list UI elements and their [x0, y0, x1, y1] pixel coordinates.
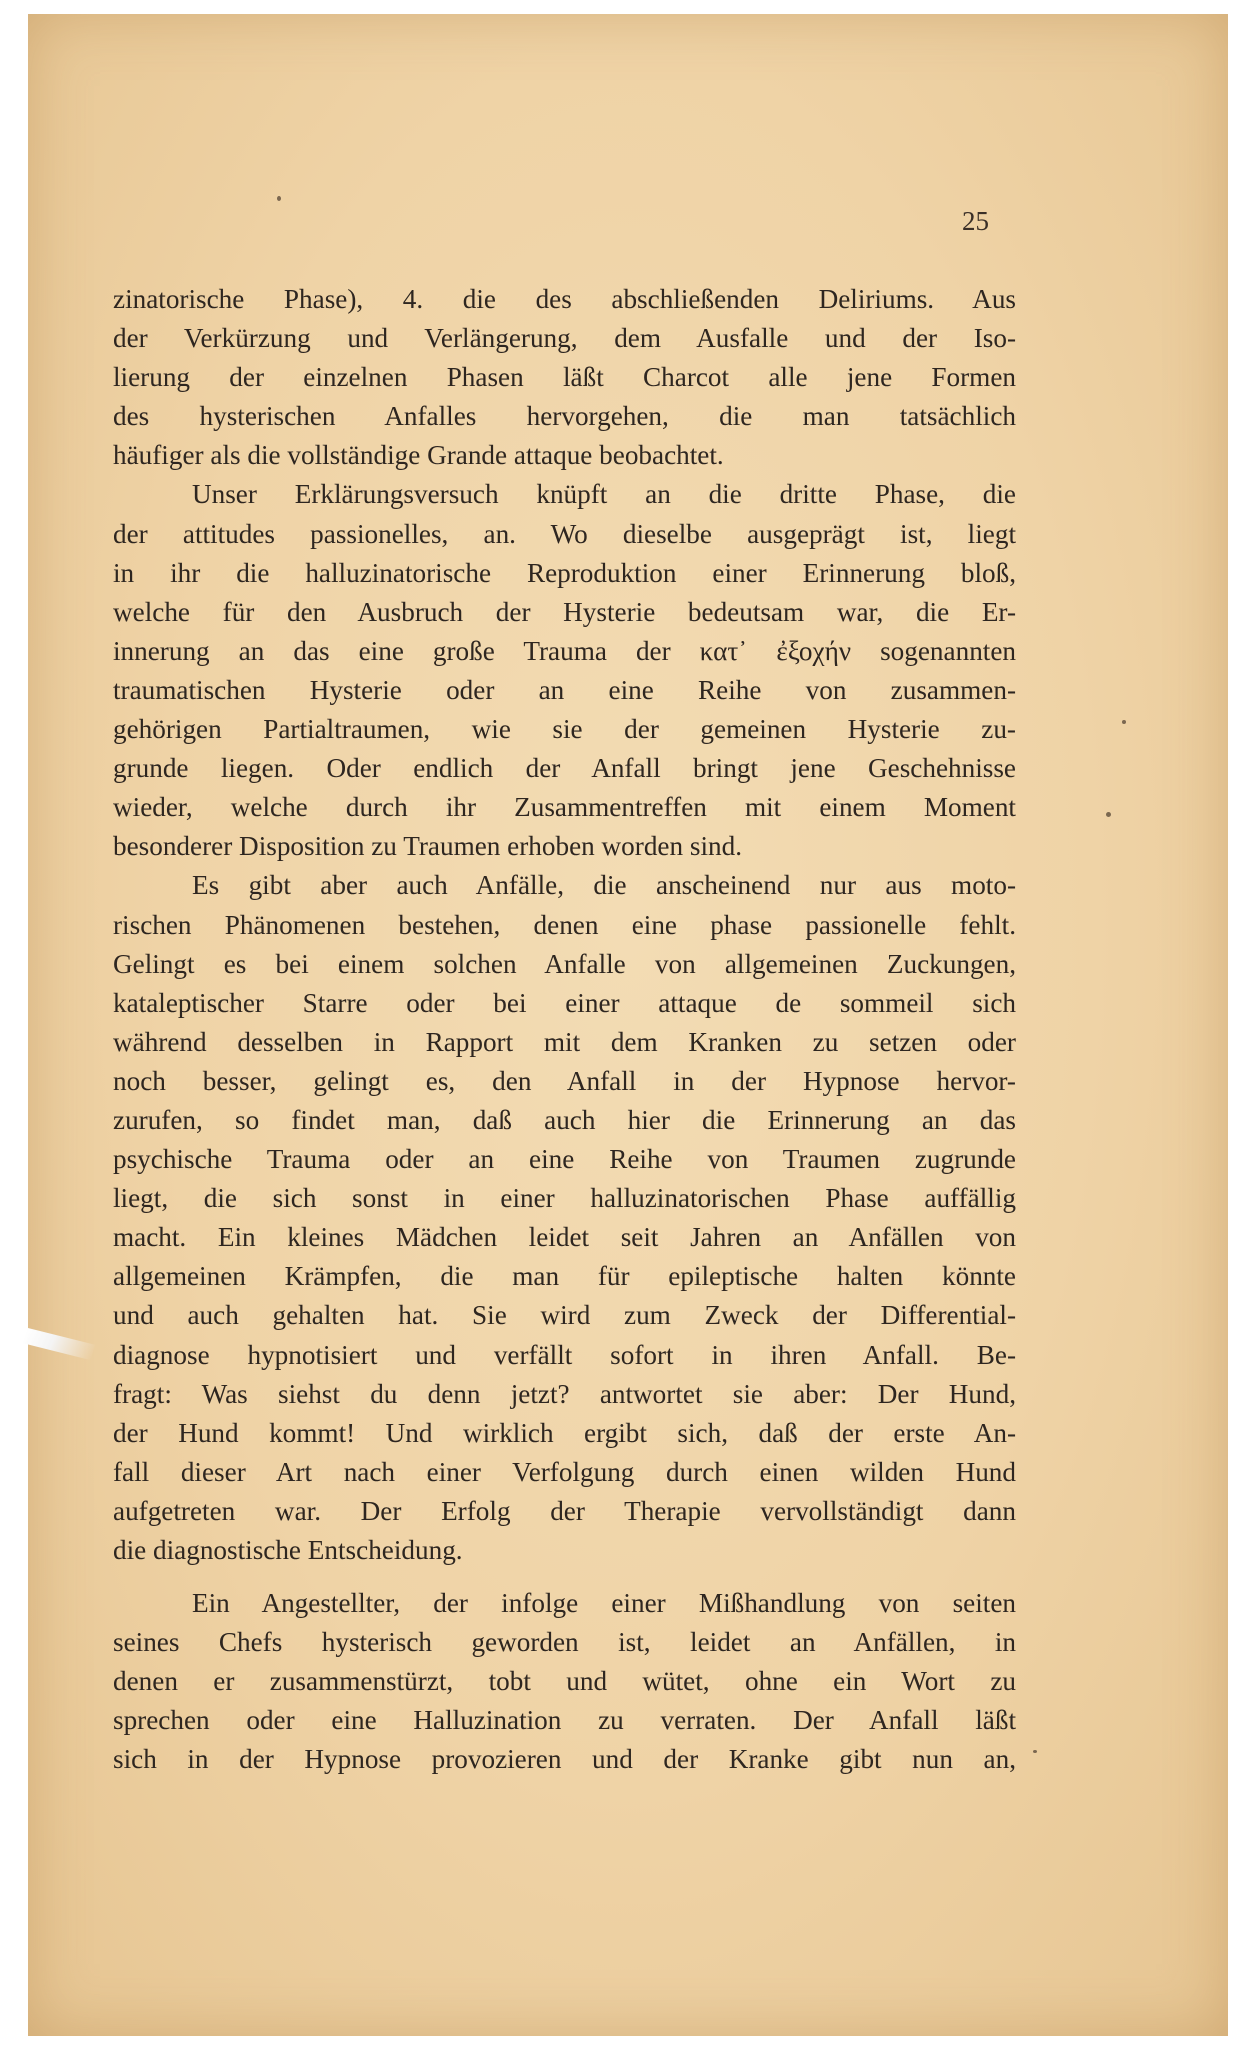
text-line: rischen Phänomenen bestehen, denen eine phase passionelle fehlt. — [113, 909, 1016, 940]
text-line: während desselben in Rapport mit dem Kranken zu setzen oder — [113, 1026, 1016, 1057]
text-line: Es gibt aber auch Anfälle, die anscheinend nur aus moto- — [192, 870, 1016, 901]
text-line: traumatischen Hysterie oder an eine Reihe von zusammen- — [113, 674, 1016, 705]
page-number: 25 — [962, 206, 989, 236]
text-line: innerung an das eine große Trauma der κατ᾽ ἐξοχήν sogenannten — [113, 635, 1016, 666]
text-line: und auch gehalten hat. Sie wird zum Zweck der Differential- — [113, 1300, 1016, 1331]
text-line: sich in der Hypnose provozieren und der Kranke gibt nun an, — [113, 1744, 1016, 1775]
ink-speck — [1033, 1750, 1037, 1753]
text-line: aufgetreten war. Der Erfolg der Therapie vervollständigt dann — [113, 1495, 1016, 1526]
text-line: der Verkürzung und Verlängerung, dem Ausfalle und der Iso- — [113, 323, 1016, 354]
text-line: gehörigen Partialtraumen, wie sie der gemeinen Hysterie zu- — [113, 714, 1016, 745]
text-line: Ein Angestellter, der infolge einer Mißhandlung von seiten — [192, 1588, 1016, 1619]
text-line: liegt, die sich sonst in einer halluzinatorischen Phase auffällig — [113, 1183, 1016, 1214]
text-line: wieder, welche durch ihr Zusammentreffen mit einem Moment — [113, 792, 1016, 823]
text-line: fragt: Was siehst du denn jetzt? antwortet sie aber: Der Hund, — [113, 1378, 1016, 1409]
text-line: der Hund kommt! Und wirklich ergibt sich, daß der erste An- — [113, 1417, 1016, 1448]
text-line: Gelingt es bei einem solchen Anfalle von allgemeinen Zuckungen, — [113, 948, 1016, 979]
text-line: denen er zusammenstürzt, tobt und wütet, ohne ein Wort zu — [113, 1666, 1016, 1697]
text-line: besonderer Disposition zu Traumen erhoben worden sind. — [113, 831, 742, 862]
body-text — [113, 280, 1016, 1780]
text-line: die diagnostische Entscheidung. — [113, 1535, 463, 1565]
text-line: zurufen, so findet man, daß auch hier die Erinnerung an das — [113, 1104, 1016, 1135]
text-line: welche für den Ausbruch der Hysterie bedeutsam war, die Er- — [113, 596, 1016, 627]
text-line: lierung der einzelnen Phasen läßt Charcot alle jene Formen — [113, 362, 1016, 393]
text-line: Unser Erklärungsversuch knüpft an die dritte Phase, die — [192, 479, 1016, 510]
text-line: seines Chefs hysterisch geworden ist, leidet an Anfällen, in — [113, 1627, 1016, 1658]
text-line: allgemeinen Krämpfen, die man für epileptische halten könnte — [113, 1261, 1016, 1292]
ink-speck — [1122, 720, 1126, 724]
text-line: des hysterischen Anfalles hervorgehen, die man tatsächlich — [113, 401, 1016, 432]
text-line: noch besser, gelingt es, den Anfall in der Hypnose hervor- — [113, 1065, 1016, 1096]
ink-speck — [1106, 812, 1111, 817]
text-line: macht. Ein kleines Mädchen leidet seit Jahren an Anfällen von — [113, 1222, 1016, 1253]
text-line: in ihr die halluzinatorische Reproduktion einer Erinnerung bloß, — [113, 557, 1016, 588]
text-line: diagnose hypnotisiert und verfällt sofort in ihren Anfall. Be- — [113, 1339, 1016, 1370]
text-line: psychische Trauma oder an eine Reihe von Traumen zugrunde — [113, 1144, 1016, 1175]
text-line: fall dieser Art nach einer Verfolgung durch einen wilden Hund — [113, 1456, 1016, 1487]
text-line: zinatorische Phase), 4. die des abschließenden Deliriums. Aus — [113, 284, 1016, 314]
text-line: häufiger als die vollständige Grande attaque beobachtet. — [113, 440, 724, 471]
text-line: kataleptischer Starre oder bei einer attaque de sommeil sich — [113, 987, 1016, 1018]
text-line: sprechen oder eine Halluzination zu verraten. Der Anfall läßt — [113, 1705, 1016, 1736]
text-line: grunde liegen. Oder endlich der Anfall bringt jene Geschehnisse — [113, 753, 1016, 784]
ink-speck — [277, 196, 281, 201]
text-line: der attitudes passionelles, an. Wo dieselbe ausgeprägt ist, liegt — [113, 518, 1016, 549]
